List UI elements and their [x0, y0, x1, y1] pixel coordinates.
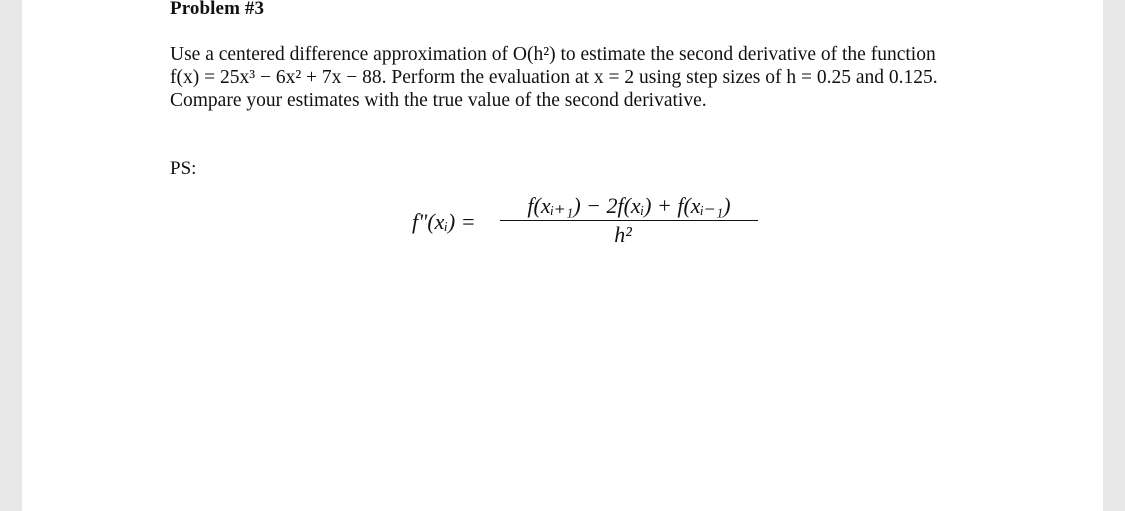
problem-heading: Problem #3: [170, 0, 265, 19]
page-left-margin: [0, 0, 22, 511]
problem-statement: [170, 43, 1020, 112]
problem-line-1: Use a centered difference approximation of O(h²) to estimate the second derivative of the function: [170, 44, 936, 65]
document-page: [22, 0, 1103, 511]
formula-lhs: f"(xᵢ) =: [412, 209, 476, 234]
formula-denominator: h²: [614, 222, 632, 248]
ps-label: PS:: [170, 158, 197, 179]
formula-fraction: [500, 193, 758, 249]
problem-line-2: f(x) = 25x³ − 6x² + 7x − 88. Perform the evaluation at x = 2 using step sizes of h = 0.25 and 0.125.: [170, 67, 938, 88]
problem-line-3: Compare your estimates with the true value of the second derivative.: [170, 90, 707, 111]
page-right-margin: [1103, 0, 1125, 511]
formula-numerator: f(xᵢ₊₁) − 2f(xᵢ) + f(xᵢ₋₁): [527, 193, 731, 218]
